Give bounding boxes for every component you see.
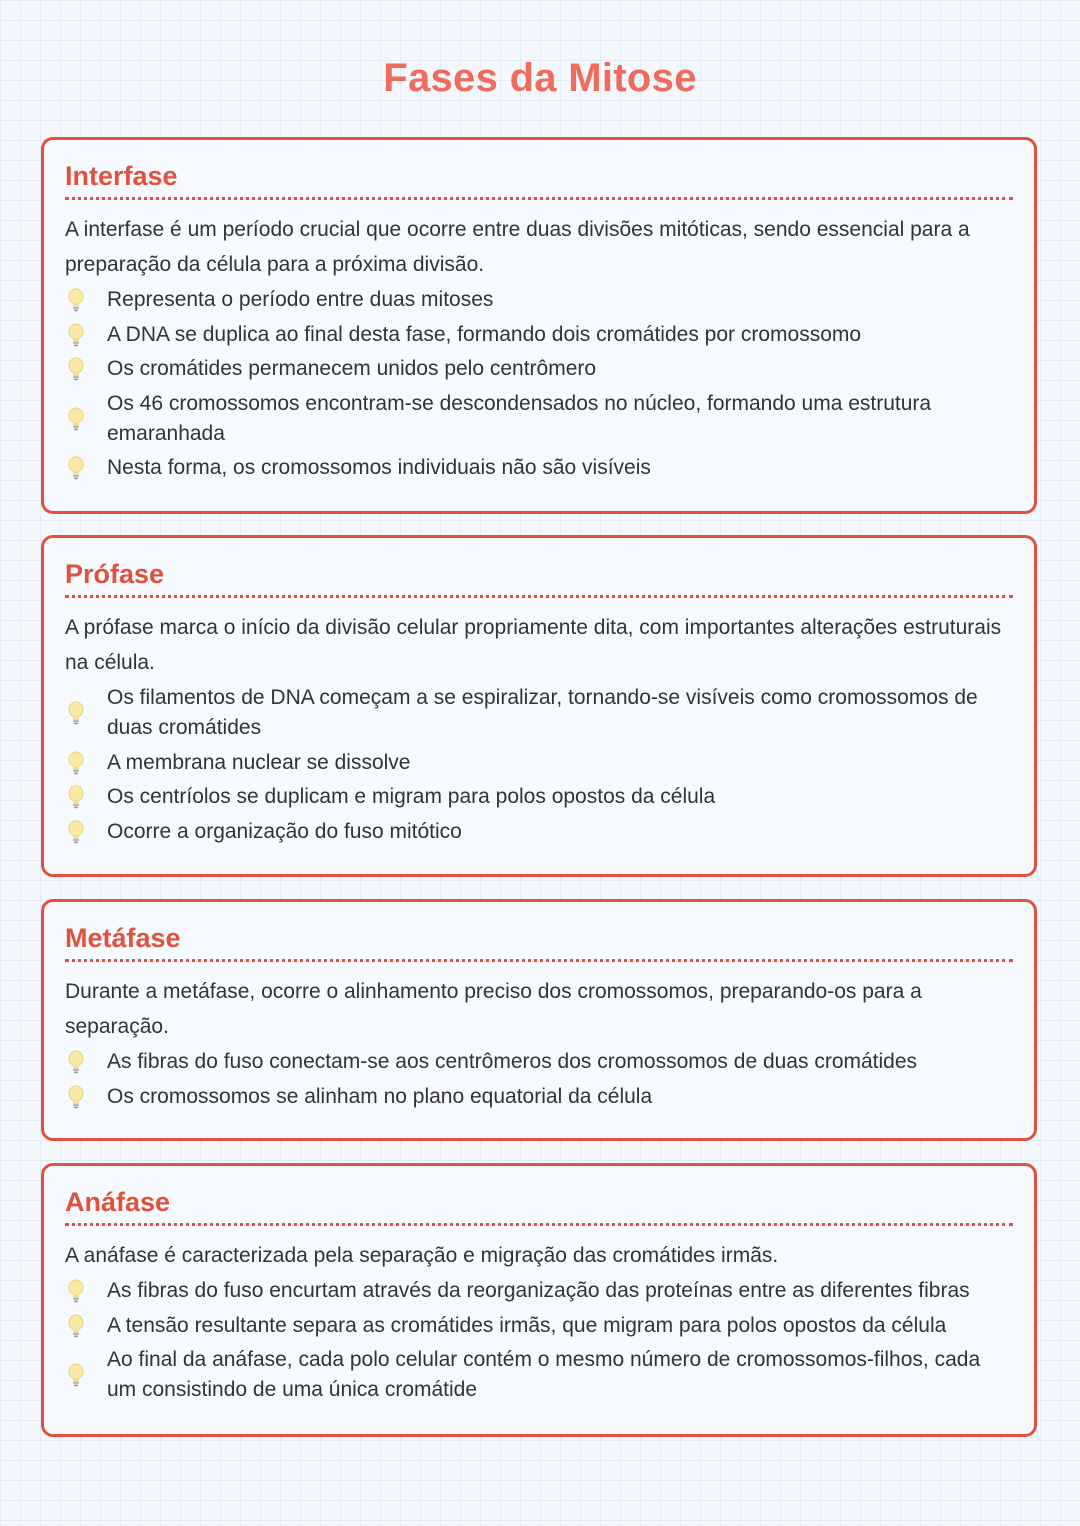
- section-intro: Durante a metáfase, ocorre o alinhamento preciso dos cromossomos, preparando-os para a separação.: [65, 980, 922, 1038]
- lightbulb-icon: [65, 700, 87, 726]
- bullet-text: As fibras do fuso conectam-se aos centrômeros dos cromossomos de duas cromátides: [107, 1050, 918, 1073]
- lightbulb-icon: [65, 1084, 87, 1110]
- bullet-text: As fibras do fuso encurtam através da reorganização das proteínas entre as diferentes fibras: [107, 1279, 970, 1302]
- list-item: [65, 1311, 1012, 1341]
- dotted-divider: [65, 595, 1013, 598]
- bullet-text: Os cromossomos se alinham no plano equatorial da célula: [107, 1084, 653, 1108]
- profase-card: [41, 535, 1037, 877]
- list-item: [65, 1047, 1012, 1077]
- section-intro: A interfase é um período crucial que ocorre entre duas divisões mitóticas, sendo essencial para a preparação da célula para a próxima divisão.: [65, 218, 970, 276]
- dotted-divider: [65, 1223, 1013, 1226]
- list-item: [65, 817, 1012, 847]
- lightbulb-icon: [65, 819, 87, 845]
- bullet-list: [65, 1276, 1012, 1410]
- lightbulb-icon: [65, 406, 87, 432]
- list-item: [65, 1345, 1012, 1405]
- lightbulb-icon: [65, 750, 87, 776]
- lightbulb-icon: [65, 356, 87, 382]
- list-item: [65, 285, 1012, 315]
- list-item: [65, 748, 1012, 778]
- section-intro: A prófase marca o início da divisão celular propriamente dita, com importantes alterações estruturais na célula.: [65, 616, 1002, 674]
- lightbulb-icon: [65, 1278, 87, 1304]
- lightbulb-icon: [65, 784, 87, 810]
- lightbulb-icon: [65, 1049, 87, 1075]
- bullet-text: Nesta forma, os cromossomos individuais não são visíveis: [107, 456, 651, 479]
- section-intro: A anáfase é caracterizada pela separação e migração das cromátides irmãs.: [65, 1244, 779, 1267]
- bullet-list: [65, 683, 1012, 851]
- bullet-text: A membrana nuclear se dissolve: [107, 750, 411, 774]
- list-item: [65, 389, 1012, 449]
- list-item: [65, 453, 1012, 483]
- list-item: [65, 782, 1012, 812]
- bullet-text: Os 46 cromossomos encontram-se descondensados no núcleo, formando uma estrutura emaranhada: [107, 391, 932, 445]
- bullet-text: Os cromátides permanecem unidos pelo centrômero: [107, 357, 597, 380]
- list-item: [65, 1276, 1012, 1306]
- lightbulb-icon: [65, 1313, 87, 1339]
- anafase-card: [41, 1163, 1037, 1437]
- lightbulb-icon: [65, 455, 87, 481]
- lightbulb-icon: [65, 287, 87, 313]
- dotted-divider: [65, 959, 1013, 962]
- section-heading: Prófase: [65, 559, 165, 589]
- lightbulb-icon: [65, 1362, 87, 1388]
- bullet-text: Representa o período entre duas mitoses: [107, 288, 494, 311]
- bullet-text: A tensão resultante separa as cromátides irmãs, que migram para polos opostos da célula: [107, 1313, 947, 1337]
- list-item: [65, 683, 1012, 743]
- bullet-text: Os filamentos de DNA começam a se espiralizar, tornando-se visíveis como cromossomos de duas cromátides: [107, 686, 978, 739]
- lightbulb-icon: [65, 322, 87, 348]
- bullet-text: A DNA se duplica ao final desta fase, formando dois cromátides por cromossomo: [107, 322, 862, 346]
- list-item: [65, 1082, 1012, 1112]
- metafase-card: [41, 899, 1037, 1141]
- bullet-list: [65, 285, 1012, 488]
- interfase-card: [41, 137, 1037, 514]
- section-heading: Anáfase: [65, 1187, 171, 1217]
- page-title: Fases da Mitose: [383, 56, 697, 100]
- section-heading: Interfase: [65, 161, 178, 191]
- list-item: [65, 354, 1012, 384]
- bullet-text: Ao final da anáfase, cada polo celular contém o mesmo número de cromossomos-filhos, cada um consistindo de uma única cromátide: [107, 1348, 981, 1401]
- bullet-text: Os centríolos se duplicam e migram para polos opostos da célula: [107, 785, 716, 808]
- section-heading: Metáfase: [65, 923, 181, 953]
- list-item: [65, 320, 1012, 350]
- bullet-text: Ocorre a organização do fuso mitótico: [107, 819, 462, 843]
- bullet-list: [65, 1047, 1012, 1116]
- dotted-divider: [65, 197, 1013, 200]
